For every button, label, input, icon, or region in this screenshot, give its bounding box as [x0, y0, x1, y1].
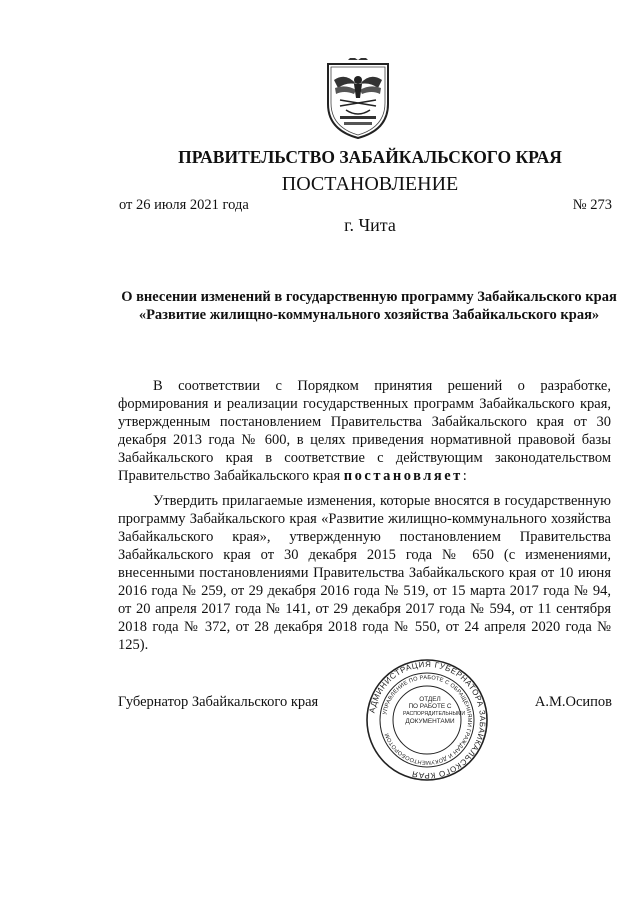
stamp-center — [403, 696, 466, 726]
stamp-inner-text: УПРАВЛЕНИЕ ПО РАБОТЕ С ОБРАЩЕНИЯМИ ГРАЖДАН И ДОКУМЕНТООБОРОТОМ — [382, 674, 473, 766]
paragraph-2: Утвердить прилагаемые изменения, которые вносятся в государственную программу Забайкальского края «Развитие жилищно-коммунального хозяйства Забайкальского края», утвержденную постановлением Правительства Забайкальского края от 30 декабря 2015 года № 650 (с изменениями, внесенными постановлениями Правительства Забайкальского края от 10 июня 2016 года № 259, от 29 декабря 2016 года № 519, от 15 марта 2017 года № 94, от 20 апреля 2017 года № 141, от 29 декабря 2017 года № 594, от 11 сентября 2018 года № 372, от 28 декабря 2018 года № 550, от 24 апреля 2020 года № 125). — [118, 493, 611, 653]
stamp-outer-text: АДМИНИСТРАЦИЯ ГУБЕРНАТОРА ЗАБАЙКАЛЬСКОГО КРАЯ — [367, 659, 488, 781]
paragraph-1-text: В соответствии с Порядком принятия решений о разработке, формирования и реализации государственных программ Забайкальского края, утвержденным постановлением Правительства Забайкальского края от 30 декабря 2013 года № 600, в целях приведения нормативной правовой базы Забайкальского края в соответствие с действующим законодательством Правительство Забайкальского края — [118, 378, 611, 484]
signatory-title: Губернатор Забайкальского края — [118, 694, 319, 710]
document-type: ПОСТАНОВЛЕНИЕ — [281, 173, 459, 195]
government-title: ПРАВИТЕЛЬСТВО ЗАБАЙКАЛЬСКОГО КРАЯ — [178, 147, 562, 167]
stamp-center-line: ПО РАБОТЕ С — [408, 703, 452, 711]
document-date: от 26 июля 2021 года — [119, 197, 249, 213]
coat-of-arms-icon — [320, 58, 396, 142]
document-subject: О внесении изменений в государственную программу Забайкальского края «Развитие жилищно-коммунального хозяйства Забайкальского края» — [121, 289, 617, 323]
stamp-center-line: РАСПОРЯДИТЕЛЬНЫМИ — [403, 710, 466, 717]
stamp-center-line: ДОКУМЕНТАМИ — [405, 718, 455, 726]
paragraph-1-end: : — [462, 468, 467, 484]
resolves-word: постановляет — [343, 468, 463, 484]
document-city: г. Чита — [344, 215, 396, 235]
stamp-center-line: ОТДЕЛ — [419, 696, 441, 703]
signatory-name: А.М.Осипов — [534, 694, 612, 710]
document-number: № 273 — [572, 197, 612, 213]
paragraph-1 — [118, 377, 611, 485]
